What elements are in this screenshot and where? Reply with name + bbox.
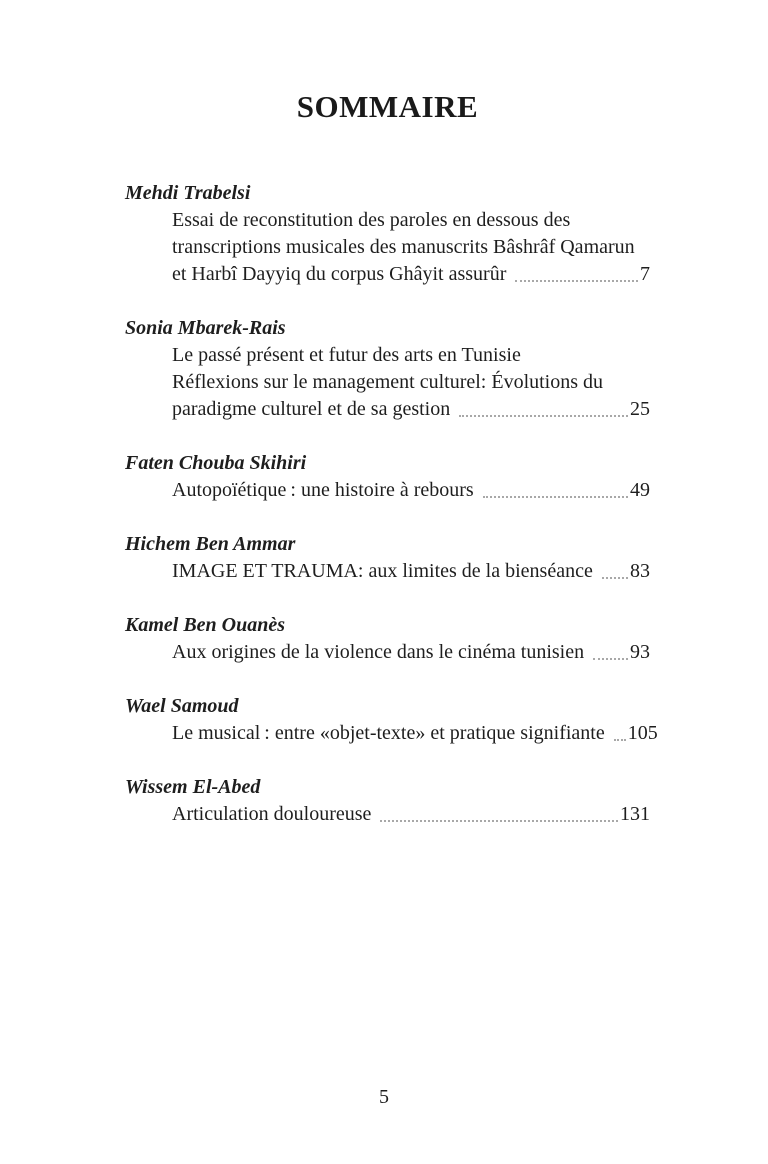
toc-page-ref: 25 — [630, 398, 650, 421]
toc-author: Kamel Ben Ouanès — [125, 614, 286, 637]
toc-title-text: Le musical : entre «objet-texte» et pratique signifiante — [172, 722, 605, 745]
toc-last-line — [172, 477, 650, 504]
toc-last-line — [172, 396, 650, 423]
toc-title-text: et Harbî Dayyiq du corpus Ghâyit assurûr — [172, 263, 507, 286]
dot-leader — [483, 496, 628, 498]
toc-page-ref: 7 — [640, 263, 650, 286]
toc-entry — [125, 612, 650, 666]
toc-author: Mehdi Trabelsi — [125, 182, 251, 205]
folio-page-number: 5 — [379, 1086, 389, 1108]
toc-entry — [125, 180, 650, 288]
toc-author: Hichem Ben Ammar — [125, 533, 296, 556]
toc-title-text: Autopoïétique : une histoire à rebours — [172, 479, 474, 502]
dot-leader — [593, 658, 628, 660]
dot-leader — [515, 280, 638, 282]
toc-title-line: Le passé présent et futur des arts en Tunisie — [172, 344, 521, 367]
toc-entry — [125, 774, 650, 828]
table-of-contents — [125, 180, 658, 828]
toc-title-text: IMAGE ET TRAUMA: aux limites de la bienséance — [172, 560, 593, 583]
dot-leader — [380, 820, 618, 822]
toc-last-line — [172, 639, 650, 666]
toc-last-line — [172, 558, 650, 585]
toc-author: Sonia Mbarek-Rais — [125, 317, 286, 340]
toc-title-text: paradigme culturel et de sa gestion — [172, 398, 451, 421]
toc-title-text: Articulation douloureuse — [172, 803, 372, 826]
toc-last-line — [172, 720, 658, 747]
page-title: SOMMAIRE — [296, 89, 479, 124]
toc-page-ref: 131 — [620, 803, 650, 826]
toc-title-line: Réflexions sur le management culturel: Évolutions du — [172, 371, 604, 394]
toc-entry — [125, 693, 658, 747]
toc-last-line — [172, 261, 650, 288]
toc-last-line — [172, 801, 650, 828]
toc-author: Wael Samoud — [125, 695, 239, 718]
dot-leader — [614, 739, 626, 741]
toc-title-line: Essai de reconstitution des paroles en dessous des — [172, 209, 571, 232]
toc-page-ref: 49 — [630, 479, 650, 502]
dot-leader — [459, 415, 628, 417]
toc-entry — [125, 531, 650, 585]
toc-page-ref: 83 — [630, 560, 650, 583]
dot-leader — [602, 577, 628, 579]
toc-entry — [125, 315, 650, 423]
toc-title-text: Aux origines de la violence dans le cinéma tunisien — [172, 641, 585, 664]
toc-entry — [125, 450, 650, 504]
toc-title-line: transcriptions musicales des manuscrits Bâshrâf Qamarun — [172, 236, 635, 259]
toc-page-ref: 105 — [627, 722, 658, 745]
toc-page-ref: 93 — [630, 641, 650, 664]
toc-author: Faten Chouba Skihiri — [125, 452, 307, 475]
toc-author: Wissem El-Abed — [125, 776, 261, 799]
